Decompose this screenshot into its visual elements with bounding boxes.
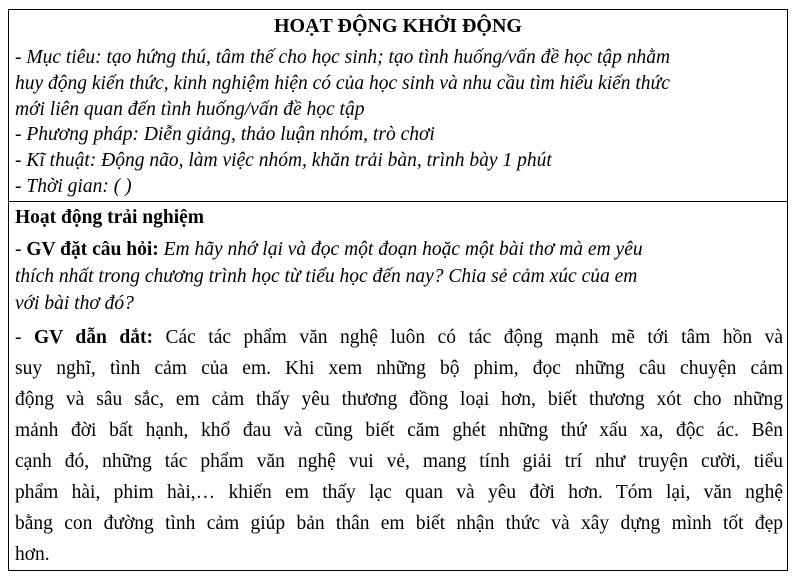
lead-line-7: bằng con đường tình cảm giúp bản thân em biết nhận thức và xây dựng mình tốt đẹp <box>15 513 783 534</box>
question-text-1: Em hãy nhớ lại và đọc một đoạn hoặc một bài thơ mà em yêu <box>163 239 643 260</box>
lead-line-3: động và sâu sắc, em cảm thấy yêu thương đồng loại hơn, biết thương xót cho những <box>15 389 783 410</box>
objectives-box <box>8 9 788 202</box>
goal-line-1: - Mục tiêu: tạo hứng thú, tâm thế cho học sinh; tạo tình huống/vấn đề học tập nhằm <box>15 47 671 68</box>
question-label: GV đặt câu hỏi: <box>26 239 159 260</box>
goal-line-3: mới liên quan đến tình huống/vấn đề học tập <box>15 99 365 120</box>
lead-prefix: - <box>15 327 35 348</box>
question-line-3: với bài thơ đó? <box>15 293 134 314</box>
lead-line-2: suy nghĩ, tình cảm của em. Khi xem những bộ phim, đọc những câu chuyện cảm <box>15 358 783 379</box>
question-line-2: thích nhất trong chương trình học từ tiểu học đến nay? Chia sẻ cảm xúc của em <box>15 266 638 287</box>
lead-line-4: mảnh đời bất hạnh, khổ đau và cũng biết căm ghét những thứ xấu xa, độc ác. Bên <box>15 420 783 441</box>
section-title: HOẠT ĐỘNG KHỞI ĐỘNG <box>274 15 522 37</box>
lead-line-6: phẩm hài, phim hài,… khiến em thấy lạc quan và yêu đời hơn. Tóm lại, văn nghệ <box>15 482 783 503</box>
lead-line-5: cạnh đó, những tác phẩm văn nghệ vui vẻ, mang tính giải trí như truyện cười, tiểu <box>15 451 783 472</box>
question-line-1 <box>15 238 783 262</box>
activity-box <box>8 201 788 571</box>
lead-label: GV dẫn dắt: <box>34 327 153 348</box>
goal-line-2: huy động kiến thức, kinh nghiệm hiện có của học sinh và nhu cầu tìm hiểu kiến thức <box>15 73 670 94</box>
question-prefix: - <box>15 239 27 260</box>
lead-line-1 <box>15 326 783 350</box>
time-line: - Thời gian: ( ) <box>15 176 132 197</box>
technique-line: - Kĩ thuật: Động não, làm việc nhóm, khăn trải bàn, trình bày 1 phút <box>15 150 552 171</box>
method-line: - Phương pháp: Diễn giảng, thảo luận nhóm, trò chơi <box>15 124 435 145</box>
activity-title: Hoạt động trải nghiệm <box>15 207 205 228</box>
lead-line-8: hơn. <box>15 544 50 565</box>
lead-text-1: Các tác phẩm văn nghệ luôn có tác động mạnh mẽ tới tâm hồn và <box>165 327 784 348</box>
